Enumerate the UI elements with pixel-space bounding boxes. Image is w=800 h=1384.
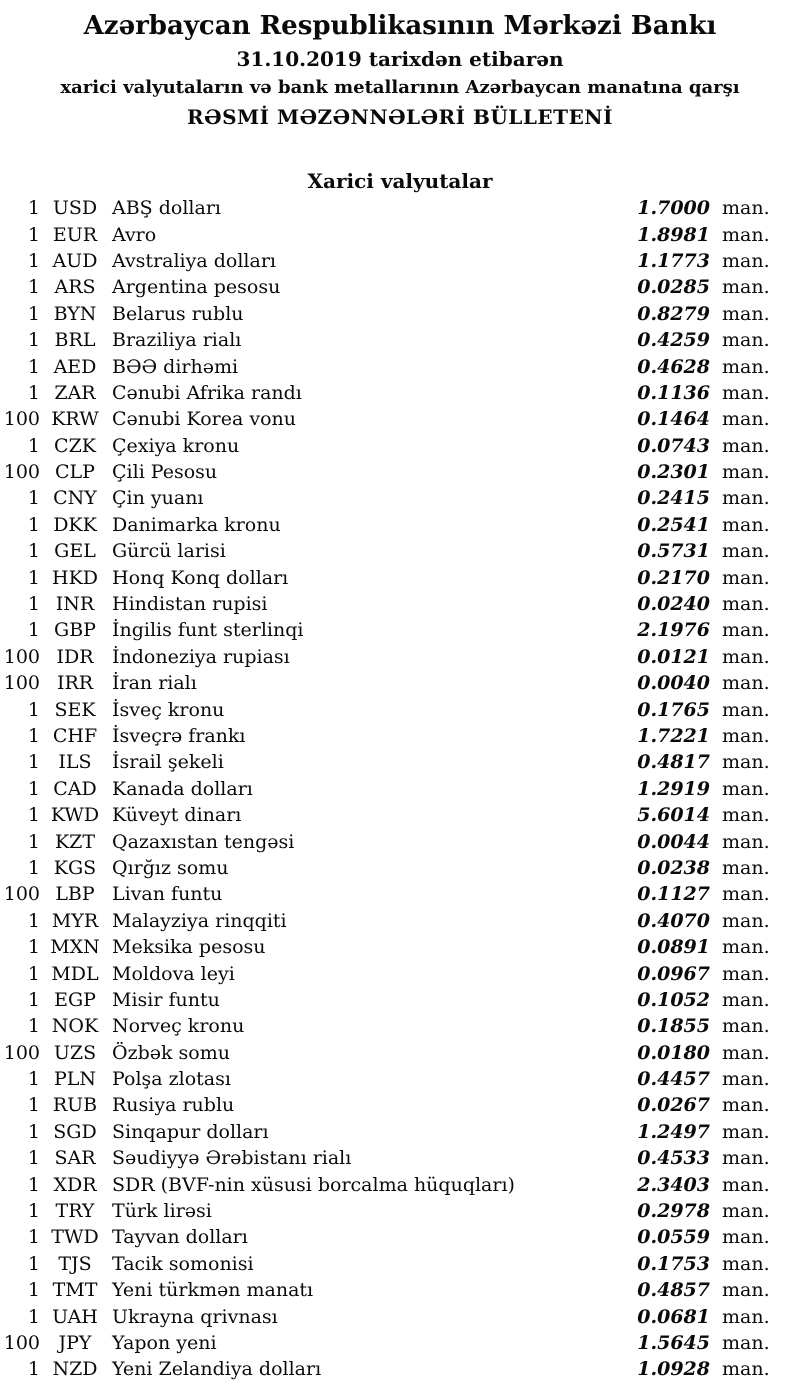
unit-label: man. bbox=[722, 566, 770, 589]
rate-value: 1.0928 bbox=[637, 1358, 710, 1381]
unit-label: man. bbox=[722, 1279, 770, 1302]
currency-name: Honq Konq dolları bbox=[112, 566, 289, 589]
rate-value: 0.0559 bbox=[637, 1226, 710, 1249]
rate-value: 0.1753 bbox=[637, 1252, 710, 1275]
unit-label: man. bbox=[722, 249, 770, 272]
unit-label: man. bbox=[722, 619, 770, 642]
currency-name: İsveçrə frankı bbox=[112, 725, 246, 747]
rate-value: 0.0180 bbox=[637, 1041, 710, 1064]
currency-code: AED bbox=[53, 355, 97, 378]
currency-name: Sinqapur dolları bbox=[112, 1120, 269, 1143]
quantity: 1 bbox=[27, 777, 40, 800]
table-row bbox=[0, 881, 800, 907]
quantity: 1 bbox=[27, 725, 40, 747]
rate-value: 0.4259 bbox=[637, 329, 710, 352]
quantity: 1 bbox=[27, 513, 40, 536]
currency-code: MDL bbox=[51, 962, 99, 985]
quantity: 1 bbox=[27, 487, 40, 510]
currency-name: Hindistan rupisi bbox=[112, 593, 268, 616]
currency-code: AUD bbox=[52, 249, 98, 272]
quantity: 1 bbox=[27, 1173, 40, 1196]
rate-value: 0.1136 bbox=[637, 381, 710, 404]
rate-value: 0.0891 bbox=[637, 936, 710, 959]
unit-label: man. bbox=[722, 1120, 770, 1143]
currency-name: Avstraliya dolları bbox=[112, 249, 276, 272]
quantity: 1 bbox=[27, 355, 40, 378]
currency-code: SAR bbox=[54, 1147, 96, 1170]
table-row bbox=[0, 670, 800, 696]
currency-name: Səudiyyə Ərəbistanı rialı bbox=[112, 1147, 352, 1170]
quantity: 1 bbox=[27, 1200, 40, 1223]
quantity: 1 bbox=[27, 566, 40, 589]
unit-label: man. bbox=[722, 856, 770, 879]
currency-code: BRL bbox=[54, 329, 96, 352]
bank-title: Azərbaycan Respublikasının Mərkəzi Bankı bbox=[83, 11, 717, 41]
currency-name: Malayziya rinqqiti bbox=[112, 909, 287, 932]
currency-code: UAH bbox=[52, 1305, 98, 1328]
table-row bbox=[0, 1066, 800, 1092]
unit-label: man. bbox=[722, 329, 770, 352]
table-row bbox=[0, 696, 800, 722]
currency-code: IDR bbox=[56, 645, 94, 668]
table-row bbox=[0, 776, 800, 802]
rate-value: 0.1765 bbox=[637, 698, 710, 721]
rate-value: 0.2978 bbox=[637, 1200, 710, 1223]
table-row bbox=[0, 987, 800, 1013]
currency-code: CHF bbox=[52, 725, 98, 747]
quantity: 1 bbox=[27, 936, 40, 959]
quantity: 1 bbox=[27, 1015, 40, 1038]
unit-label: man. bbox=[722, 645, 770, 668]
rate-value: 0.2170 bbox=[637, 566, 710, 589]
table-row bbox=[0, 1119, 800, 1145]
currency-name: Qırğız somu bbox=[112, 856, 229, 879]
currency-name: Polşa zlotası bbox=[112, 1068, 231, 1091]
quantity: 1 bbox=[27, 381, 40, 404]
quantity: 1 bbox=[27, 540, 40, 563]
quantity: 100 bbox=[3, 1331, 40, 1354]
currency-code: IRR bbox=[56, 672, 94, 695]
unit-label: man. bbox=[722, 381, 770, 404]
table-row bbox=[0, 723, 800, 749]
currency-name: Türk lirəsi bbox=[112, 1200, 212, 1223]
document-header bbox=[0, 0, 800, 132]
currency-name: Belarus rublu bbox=[112, 302, 244, 325]
table-row bbox=[0, 934, 800, 960]
currency-name: Livan funtu bbox=[112, 883, 223, 906]
currency-name: ABŞ dolları bbox=[112, 197, 221, 220]
quantity: 100 bbox=[3, 408, 40, 431]
currency-name: Danimarka kronu bbox=[112, 513, 281, 536]
unit-label: man. bbox=[722, 1094, 770, 1117]
currency-name: Özbək somu bbox=[112, 1041, 230, 1064]
table-row bbox=[0, 1224, 800, 1250]
quantity: 1 bbox=[27, 593, 40, 616]
currency-name: İndoneziya rupiası bbox=[112, 645, 290, 668]
table-row bbox=[0, 1198, 800, 1224]
quantity: 1 bbox=[27, 1358, 40, 1381]
currency-code: CZK bbox=[54, 434, 96, 457]
unit-label: man. bbox=[722, 936, 770, 959]
rate-value: 0.4457 bbox=[637, 1068, 710, 1091]
currency-code: DKK bbox=[53, 513, 97, 536]
table-row bbox=[0, 327, 800, 353]
table-row bbox=[0, 301, 800, 327]
effective-date: 31.10.2019 tarixdən etibarən bbox=[236, 47, 564, 71]
rate-value: 2.3403 bbox=[637, 1173, 710, 1196]
quantity: 100 bbox=[3, 883, 40, 906]
currency-name: İran rialı bbox=[112, 672, 197, 695]
currency-name: Tayvan dolları bbox=[112, 1226, 248, 1249]
rate-value: 0.2301 bbox=[637, 461, 710, 484]
currency-name: İsrail şekeli bbox=[112, 751, 224, 774]
section-title-foreign-currencies: Xarici valyutalar bbox=[307, 169, 493, 193]
table-row bbox=[0, 459, 800, 485]
quantity: 1 bbox=[27, 751, 40, 774]
table-row bbox=[0, 512, 800, 538]
unit-label: man. bbox=[722, 461, 770, 484]
quantity: 1 bbox=[27, 1120, 40, 1143]
table-row bbox=[0, 908, 800, 934]
unit-label: man. bbox=[722, 830, 770, 853]
currency-code: PLN bbox=[53, 1068, 97, 1091]
rate-value: 0.0743 bbox=[637, 434, 710, 457]
table-row bbox=[0, 1040, 800, 1066]
rate-value: 0.1052 bbox=[637, 988, 710, 1011]
currency-code: ILS bbox=[58, 751, 92, 774]
currency-code: EUR bbox=[52, 223, 98, 246]
currency-code: SEK bbox=[54, 698, 96, 721]
table-row bbox=[0, 1303, 800, 1329]
currency-name: Norveç kronu bbox=[112, 1015, 245, 1038]
quantity: 1 bbox=[27, 434, 40, 457]
table-row bbox=[0, 802, 800, 828]
rate-value: 0.5731 bbox=[637, 540, 710, 563]
currency-code: TRY bbox=[55, 1200, 95, 1223]
unit-label: man. bbox=[722, 1068, 770, 1091]
currency-code: ARS bbox=[54, 276, 96, 299]
rate-value: 1.7000 bbox=[637, 197, 710, 220]
currency-code: BYN bbox=[53, 302, 97, 325]
currency-code: CAD bbox=[53, 777, 97, 800]
currency-code: CNY bbox=[53, 487, 97, 510]
rate-value: 1.1773 bbox=[637, 249, 710, 272]
rate-value: 0.4070 bbox=[637, 909, 710, 932]
currency-name: Qazaxıstan tengəsi bbox=[112, 830, 295, 853]
currency-name: Yeni türkmən manatı bbox=[112, 1279, 314, 1302]
currency-name: İngilis funt sterlinqi bbox=[112, 619, 304, 642]
quantity: 1 bbox=[27, 830, 40, 853]
quantity: 1 bbox=[27, 223, 40, 246]
table-row bbox=[0, 1356, 800, 1382]
quantity: 1 bbox=[27, 988, 40, 1011]
currency-name: BƏƏ dirhəmi bbox=[112, 355, 239, 378]
rate-value: 0.1855 bbox=[637, 1015, 710, 1038]
currency-code: RUB bbox=[52, 1094, 98, 1117]
currency-name: SDR (BVF-nin xüsusi borcalma hüquqları) bbox=[112, 1173, 515, 1196]
currency-code: USD bbox=[52, 197, 98, 220]
currency-code: KZT bbox=[54, 830, 96, 853]
unit-label: man. bbox=[722, 1147, 770, 1170]
quantity: 100 bbox=[3, 645, 40, 668]
quantity: 100 bbox=[3, 1041, 40, 1064]
rate-value: 0.0285 bbox=[637, 276, 710, 299]
table-row bbox=[0, 564, 800, 590]
table-row bbox=[0, 485, 800, 511]
table-row bbox=[0, 380, 800, 406]
table-row bbox=[0, 1251, 800, 1277]
currency-name: Yapon yeni bbox=[112, 1331, 217, 1354]
unit-label: man. bbox=[722, 487, 770, 510]
table-row bbox=[0, 749, 800, 775]
quantity: 1 bbox=[27, 1279, 40, 1302]
unit-label: man. bbox=[722, 698, 770, 721]
rate-value: 5.6014 bbox=[637, 804, 710, 827]
table-row bbox=[0, 195, 800, 221]
table-row bbox=[0, 644, 800, 670]
rate-value: 0.0238 bbox=[637, 856, 710, 879]
quantity: 1 bbox=[27, 909, 40, 932]
quantity: 1 bbox=[27, 302, 40, 325]
unit-label: man. bbox=[722, 276, 770, 299]
quantity: 1 bbox=[27, 1226, 40, 1249]
currency-name: Kanada dolları bbox=[112, 777, 253, 800]
rate-value: 0.0267 bbox=[637, 1094, 710, 1117]
quantity: 1 bbox=[27, 1252, 40, 1275]
currency-name: Çili Pesosu bbox=[112, 461, 218, 484]
unit-label: man. bbox=[722, 540, 770, 563]
quantity: 1 bbox=[27, 962, 40, 985]
rate-value: 0.0967 bbox=[637, 962, 710, 985]
unit-label: man. bbox=[722, 1200, 770, 1223]
currency-code: GBP bbox=[54, 619, 96, 642]
rate-value: 0.2415 bbox=[637, 487, 710, 510]
rate-value: 1.2919 bbox=[637, 777, 710, 800]
table-row bbox=[0, 617, 800, 643]
currency-name: Braziliya rialı bbox=[112, 329, 242, 352]
unit-label: man. bbox=[722, 355, 770, 378]
currency-name: Küveyt dinarı bbox=[112, 804, 242, 827]
currency-code: TMT bbox=[52, 1279, 98, 1302]
currency-code: KWD bbox=[50, 804, 100, 827]
currency-code: KRW bbox=[51, 408, 99, 431]
currency-code: LBP bbox=[55, 883, 95, 906]
currency-code: EGP bbox=[54, 988, 96, 1011]
currency-name: Ukrayna qrivnası bbox=[112, 1305, 278, 1328]
table-row bbox=[0, 248, 800, 274]
currency-code: CLP bbox=[55, 461, 95, 484]
currency-code: SGD bbox=[53, 1120, 97, 1143]
currency-code: KGS bbox=[53, 856, 97, 879]
table-row bbox=[0, 591, 800, 617]
currency-code: NZD bbox=[52, 1358, 98, 1381]
rate-value: 0.4628 bbox=[637, 355, 710, 378]
quantity: 100 bbox=[3, 461, 40, 484]
currency-name: Çexiya kronu bbox=[112, 434, 240, 457]
unit-label: man. bbox=[722, 909, 770, 932]
quantity: 1 bbox=[27, 804, 40, 827]
rate-value: 0.8279 bbox=[637, 302, 710, 325]
currency-code: HKD bbox=[52, 566, 98, 589]
currency-name: Gürcü larisi bbox=[112, 540, 226, 563]
table-row bbox=[0, 855, 800, 881]
unit-label: man. bbox=[722, 223, 770, 246]
rate-value: 0.0121 bbox=[637, 645, 710, 668]
currency-code: GEL bbox=[54, 540, 96, 563]
unit-label: man. bbox=[722, 883, 770, 906]
currency-code: INR bbox=[55, 593, 95, 616]
unit-label: man. bbox=[722, 1226, 770, 1249]
currency-code: UZS bbox=[53, 1041, 97, 1064]
rate-value: 1.2497 bbox=[637, 1120, 710, 1143]
table-row bbox=[0, 960, 800, 986]
quantity: 1 bbox=[27, 619, 40, 642]
currency-name: Cənubi Afrika randı bbox=[112, 381, 302, 404]
currency-code: TWD bbox=[51, 1226, 99, 1249]
unit-label: man. bbox=[722, 1331, 770, 1354]
table-row bbox=[0, 538, 800, 564]
currency-code: ZAR bbox=[54, 381, 96, 404]
quantity: 1 bbox=[27, 329, 40, 352]
unit-label: man. bbox=[722, 434, 770, 457]
unit-label: man. bbox=[722, 751, 770, 774]
document-subtitle: xarici valyutaların və bank metallarının Azərbaycan manatına qarşı bbox=[60, 77, 740, 98]
unit-label: man. bbox=[722, 804, 770, 827]
unit-label: man. bbox=[722, 962, 770, 985]
rate-value: 0.0240 bbox=[637, 593, 710, 616]
currency-code: JPY bbox=[58, 1331, 92, 1354]
table-row bbox=[0, 406, 800, 432]
quantity: 1 bbox=[27, 276, 40, 299]
currency-name: Cənubi Korea vonu bbox=[112, 408, 296, 431]
rate-value: 0.4533 bbox=[637, 1147, 710, 1170]
quantity: 1 bbox=[27, 1305, 40, 1328]
currency-name: Meksika pesosu bbox=[112, 936, 266, 959]
currency-name: Misir funtu bbox=[112, 988, 220, 1011]
currency-code: TJS bbox=[58, 1252, 92, 1275]
unit-label: man. bbox=[722, 408, 770, 431]
currency-name: Yeni Zelandiya dolları bbox=[112, 1358, 322, 1381]
rate-value: 0.0681 bbox=[637, 1305, 710, 1328]
rate-value: 2.1976 bbox=[637, 619, 710, 642]
quantity: 1 bbox=[27, 856, 40, 879]
table-row bbox=[0, 1145, 800, 1171]
table-row bbox=[0, 1013, 800, 1039]
currency-name: Moldova leyi bbox=[112, 962, 235, 985]
quantity: 100 bbox=[3, 672, 40, 695]
table-row bbox=[0, 828, 800, 854]
table-row bbox=[0, 221, 800, 247]
currency-code: NOK bbox=[51, 1015, 99, 1038]
table-row bbox=[0, 353, 800, 379]
quantity: 1 bbox=[27, 1094, 40, 1117]
unit-label: man. bbox=[722, 513, 770, 536]
quantity: 1 bbox=[27, 249, 40, 272]
unit-label: man. bbox=[722, 593, 770, 616]
table-row bbox=[0, 1330, 800, 1356]
currency-name: Avro bbox=[112, 223, 157, 246]
table-row bbox=[0, 1171, 800, 1197]
bulletin-title: RƏSMİ MƏZƏNNƏLƏRİ BÜLLETENİ bbox=[187, 105, 613, 129]
rate-value: 1.8981 bbox=[637, 223, 710, 246]
currency-name: Tacik somonisi bbox=[112, 1252, 254, 1275]
quantity: 1 bbox=[27, 1147, 40, 1170]
currency-name: Rusiya rublu bbox=[112, 1094, 235, 1117]
currency-name: Argentina pesosu bbox=[112, 276, 281, 299]
unit-label: man. bbox=[722, 1015, 770, 1038]
currency-code: MYR bbox=[51, 909, 99, 932]
unit-label: man. bbox=[722, 1041, 770, 1064]
rate-value: 0.4817 bbox=[637, 751, 710, 774]
table-row bbox=[0, 1092, 800, 1118]
rate-value: 0.1127 bbox=[637, 883, 710, 906]
table-row bbox=[0, 1277, 800, 1303]
unit-label: man. bbox=[722, 725, 770, 747]
currency-name: Çin yuanı bbox=[112, 487, 204, 510]
rate-value: 0.1464 bbox=[637, 408, 710, 431]
quantity: 1 bbox=[27, 1068, 40, 1091]
unit-label: man. bbox=[722, 672, 770, 695]
table-row bbox=[0, 274, 800, 300]
rate-value: 0.2541 bbox=[637, 513, 710, 536]
rates-table bbox=[0, 195, 800, 1383]
unit-label: man. bbox=[722, 302, 770, 325]
unit-label: man. bbox=[722, 777, 770, 800]
unit-label: man. bbox=[722, 988, 770, 1011]
rate-value: 0.4857 bbox=[637, 1279, 710, 1302]
quantity: 1 bbox=[27, 197, 40, 220]
currency-name: İsveç kronu bbox=[112, 698, 225, 721]
currency-code: MXN bbox=[50, 936, 100, 959]
unit-label: man. bbox=[722, 1358, 770, 1381]
rate-value: 1.7221 bbox=[637, 725, 710, 747]
rate-value: 0.0040 bbox=[637, 672, 710, 695]
rate-value: 1.5645 bbox=[637, 1331, 710, 1354]
unit-label: man. bbox=[722, 1252, 770, 1275]
unit-label: man. bbox=[722, 1305, 770, 1328]
quantity: 1 bbox=[27, 698, 40, 721]
rate-value: 0.0044 bbox=[637, 830, 710, 853]
unit-label: man. bbox=[722, 197, 770, 220]
currency-code: XDR bbox=[53, 1173, 97, 1196]
table-row bbox=[0, 433, 800, 459]
unit-label: man. bbox=[722, 1173, 770, 1196]
